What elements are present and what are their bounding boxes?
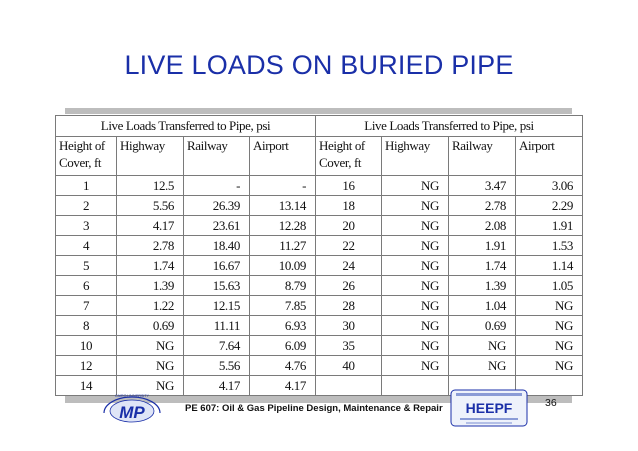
column-header-airport-right: Airport — [516, 137, 583, 176]
cell-highway: 2.78 — [117, 236, 184, 256]
cell-highway: NG — [382, 216, 449, 236]
cell-airport: 6.09 — [250, 336, 316, 356]
cell-highway: NG — [382, 236, 449, 256]
cell-airport: - — [250, 176, 316, 196]
cell-railway: 1.39 — [449, 276, 516, 296]
cell-height: 3 — [56, 216, 117, 236]
table-row — [56, 236, 583, 256]
column-header-highway-left: Highway — [117, 137, 184, 176]
cell-highway: NG — [382, 196, 449, 216]
cell-airport: 1.53 — [516, 236, 583, 256]
logo-arc-text: CAIRO UNIVERSITY — [115, 394, 149, 398]
column-header-railway-left: Railway — [184, 137, 250, 176]
logo-heepf-text: HEEPF — [465, 400, 513, 416]
table-top-bar — [65, 108, 572, 114]
cell-railway: 2.08 — [449, 216, 516, 236]
cell-height: 16 — [316, 176, 382, 196]
live-loads-table-container — [55, 108, 582, 403]
cell-railway: 15.63 — [184, 276, 250, 296]
cell-railway: 23.61 — [184, 216, 250, 236]
cell-highway: 1.22 — [117, 296, 184, 316]
table-row — [56, 316, 583, 336]
group-header-left: Live Loads Transferred to Pipe, psi — [56, 116, 316, 137]
cell-airport: 6.93 — [250, 316, 316, 336]
cell-highway: NG — [117, 376, 184, 396]
cell-railway: - — [184, 176, 250, 196]
cell-highway: NG — [382, 276, 449, 296]
cell-airport: 13.14 — [250, 196, 316, 216]
cell-highway: NG — [382, 336, 449, 356]
cell-airport: 4.76 — [250, 356, 316, 376]
cell-railway: 1.74 — [449, 256, 516, 276]
cell-airport: 11.27 — [250, 236, 316, 256]
cell-height: 22 — [316, 236, 382, 256]
column-header-airport-left: Airport — [250, 137, 316, 176]
cell-highway: NG — [382, 356, 449, 376]
cell-height: 5 — [56, 256, 117, 276]
cell-airport: 8.79 — [250, 276, 316, 296]
cell-highway: 1.74 — [117, 256, 184, 276]
cell-height: 30 — [316, 316, 382, 336]
cell-height: 1 — [56, 176, 117, 196]
cell-railway: 1.91 — [449, 236, 516, 256]
cell-highway: 4.17 — [117, 216, 184, 236]
cell-airport: 3.06 — [516, 176, 583, 196]
cell-height: 12 — [56, 356, 117, 376]
cell-highway: 5.56 — [117, 196, 184, 216]
cell-railway: NG — [449, 336, 516, 356]
column-header-highway-right: Highway — [382, 137, 449, 176]
cell-height: 28 — [316, 296, 382, 316]
cell-railway: NG — [449, 356, 516, 376]
table-row — [56, 216, 583, 236]
column-header-row — [56, 137, 583, 176]
cell-airport: 2.29 — [516, 196, 583, 216]
cell-airport: NG — [516, 296, 583, 316]
cell-airport: 10.09 — [250, 256, 316, 276]
cell-height: 2 — [56, 196, 117, 216]
page-number: 36 — [545, 397, 557, 409]
cell-airport: 7.85 — [250, 296, 316, 316]
cell-railway: 2.78 — [449, 196, 516, 216]
cell-railway: 0.69 — [449, 316, 516, 336]
cell-height: 35 — [316, 336, 382, 356]
cell-highway: NG — [382, 256, 449, 276]
cell-railway: 12.15 — [184, 296, 250, 316]
slide-footer — [0, 389, 638, 429]
cell-height: 24 — [316, 256, 382, 276]
group-header-right: Live Loads Transferred to Pipe, psi — [316, 116, 583, 137]
column-header-height-left: Height of Cover, ft — [56, 137, 117, 176]
cell-height: 40 — [316, 356, 382, 376]
cell-railway: 16.67 — [184, 256, 250, 276]
cell-railway: 1.04 — [449, 296, 516, 316]
table-row — [56, 196, 583, 216]
table-row — [56, 296, 583, 316]
footer-course-title: PE 607: Oil & Gas Pipeline Design, Maintenance & Repair — [185, 403, 443, 414]
cell-airport: NG — [516, 356, 583, 376]
cell-height: 26 — [316, 276, 382, 296]
table-row — [56, 356, 583, 376]
cell-airport: NG — [516, 316, 583, 336]
logo-mp-text: MP — [119, 403, 145, 422]
cell-airport: 4.17 — [250, 376, 316, 396]
column-header-railway-right: Railway — [449, 137, 516, 176]
table-row — [56, 176, 583, 196]
cell-height: 8 — [56, 316, 117, 336]
cell-airport: 1.91 — [516, 216, 583, 236]
mp-university-logo — [98, 391, 166, 425]
cell-railway: 11.11 — [184, 316, 250, 336]
cell-railway: 18.40 — [184, 236, 250, 256]
column-header-height-right: Height of Cover, ft — [316, 137, 382, 176]
cell-railway: 3.47 — [449, 176, 516, 196]
cell-height: 14 — [56, 376, 117, 396]
live-loads-table — [55, 115, 583, 396]
cell-highway: NG — [382, 296, 449, 316]
slide-title: LIVE LOADS ON BURIED PIPE — [124, 50, 514, 80]
cell-highway: NG — [117, 336, 184, 356]
cell-railway: 26.39 — [184, 196, 250, 216]
cell-railway: 5.56 — [184, 356, 250, 376]
cell-railway: 7.64 — [184, 336, 250, 356]
cell-airport: 12.28 — [250, 216, 316, 236]
cell-highway: 12.5 — [117, 176, 184, 196]
cell-airport: NG — [516, 336, 583, 356]
group-header-row — [56, 116, 583, 137]
cell-highway: NG — [382, 176, 449, 196]
cell-highway: NG — [382, 316, 449, 336]
cell-highway: NG — [117, 356, 184, 376]
heepf-logo — [450, 389, 528, 427]
table-row — [56, 256, 583, 276]
cell-height: 20 — [316, 216, 382, 236]
cell-height: 4 — [56, 236, 117, 256]
table-row — [56, 276, 583, 296]
cell-height: 6 — [56, 276, 117, 296]
cell-highway: 1.39 — [117, 276, 184, 296]
cell-height: 18 — [316, 196, 382, 216]
cell-height: 7 — [56, 296, 117, 316]
cell-railway: 4.17 — [184, 376, 250, 396]
table-row — [56, 336, 583, 356]
cell-highway: 0.69 — [117, 316, 184, 336]
cell-airport: 1.14 — [516, 256, 583, 276]
cell-height: 10 — [56, 336, 117, 356]
cell-airport: 1.05 — [516, 276, 583, 296]
